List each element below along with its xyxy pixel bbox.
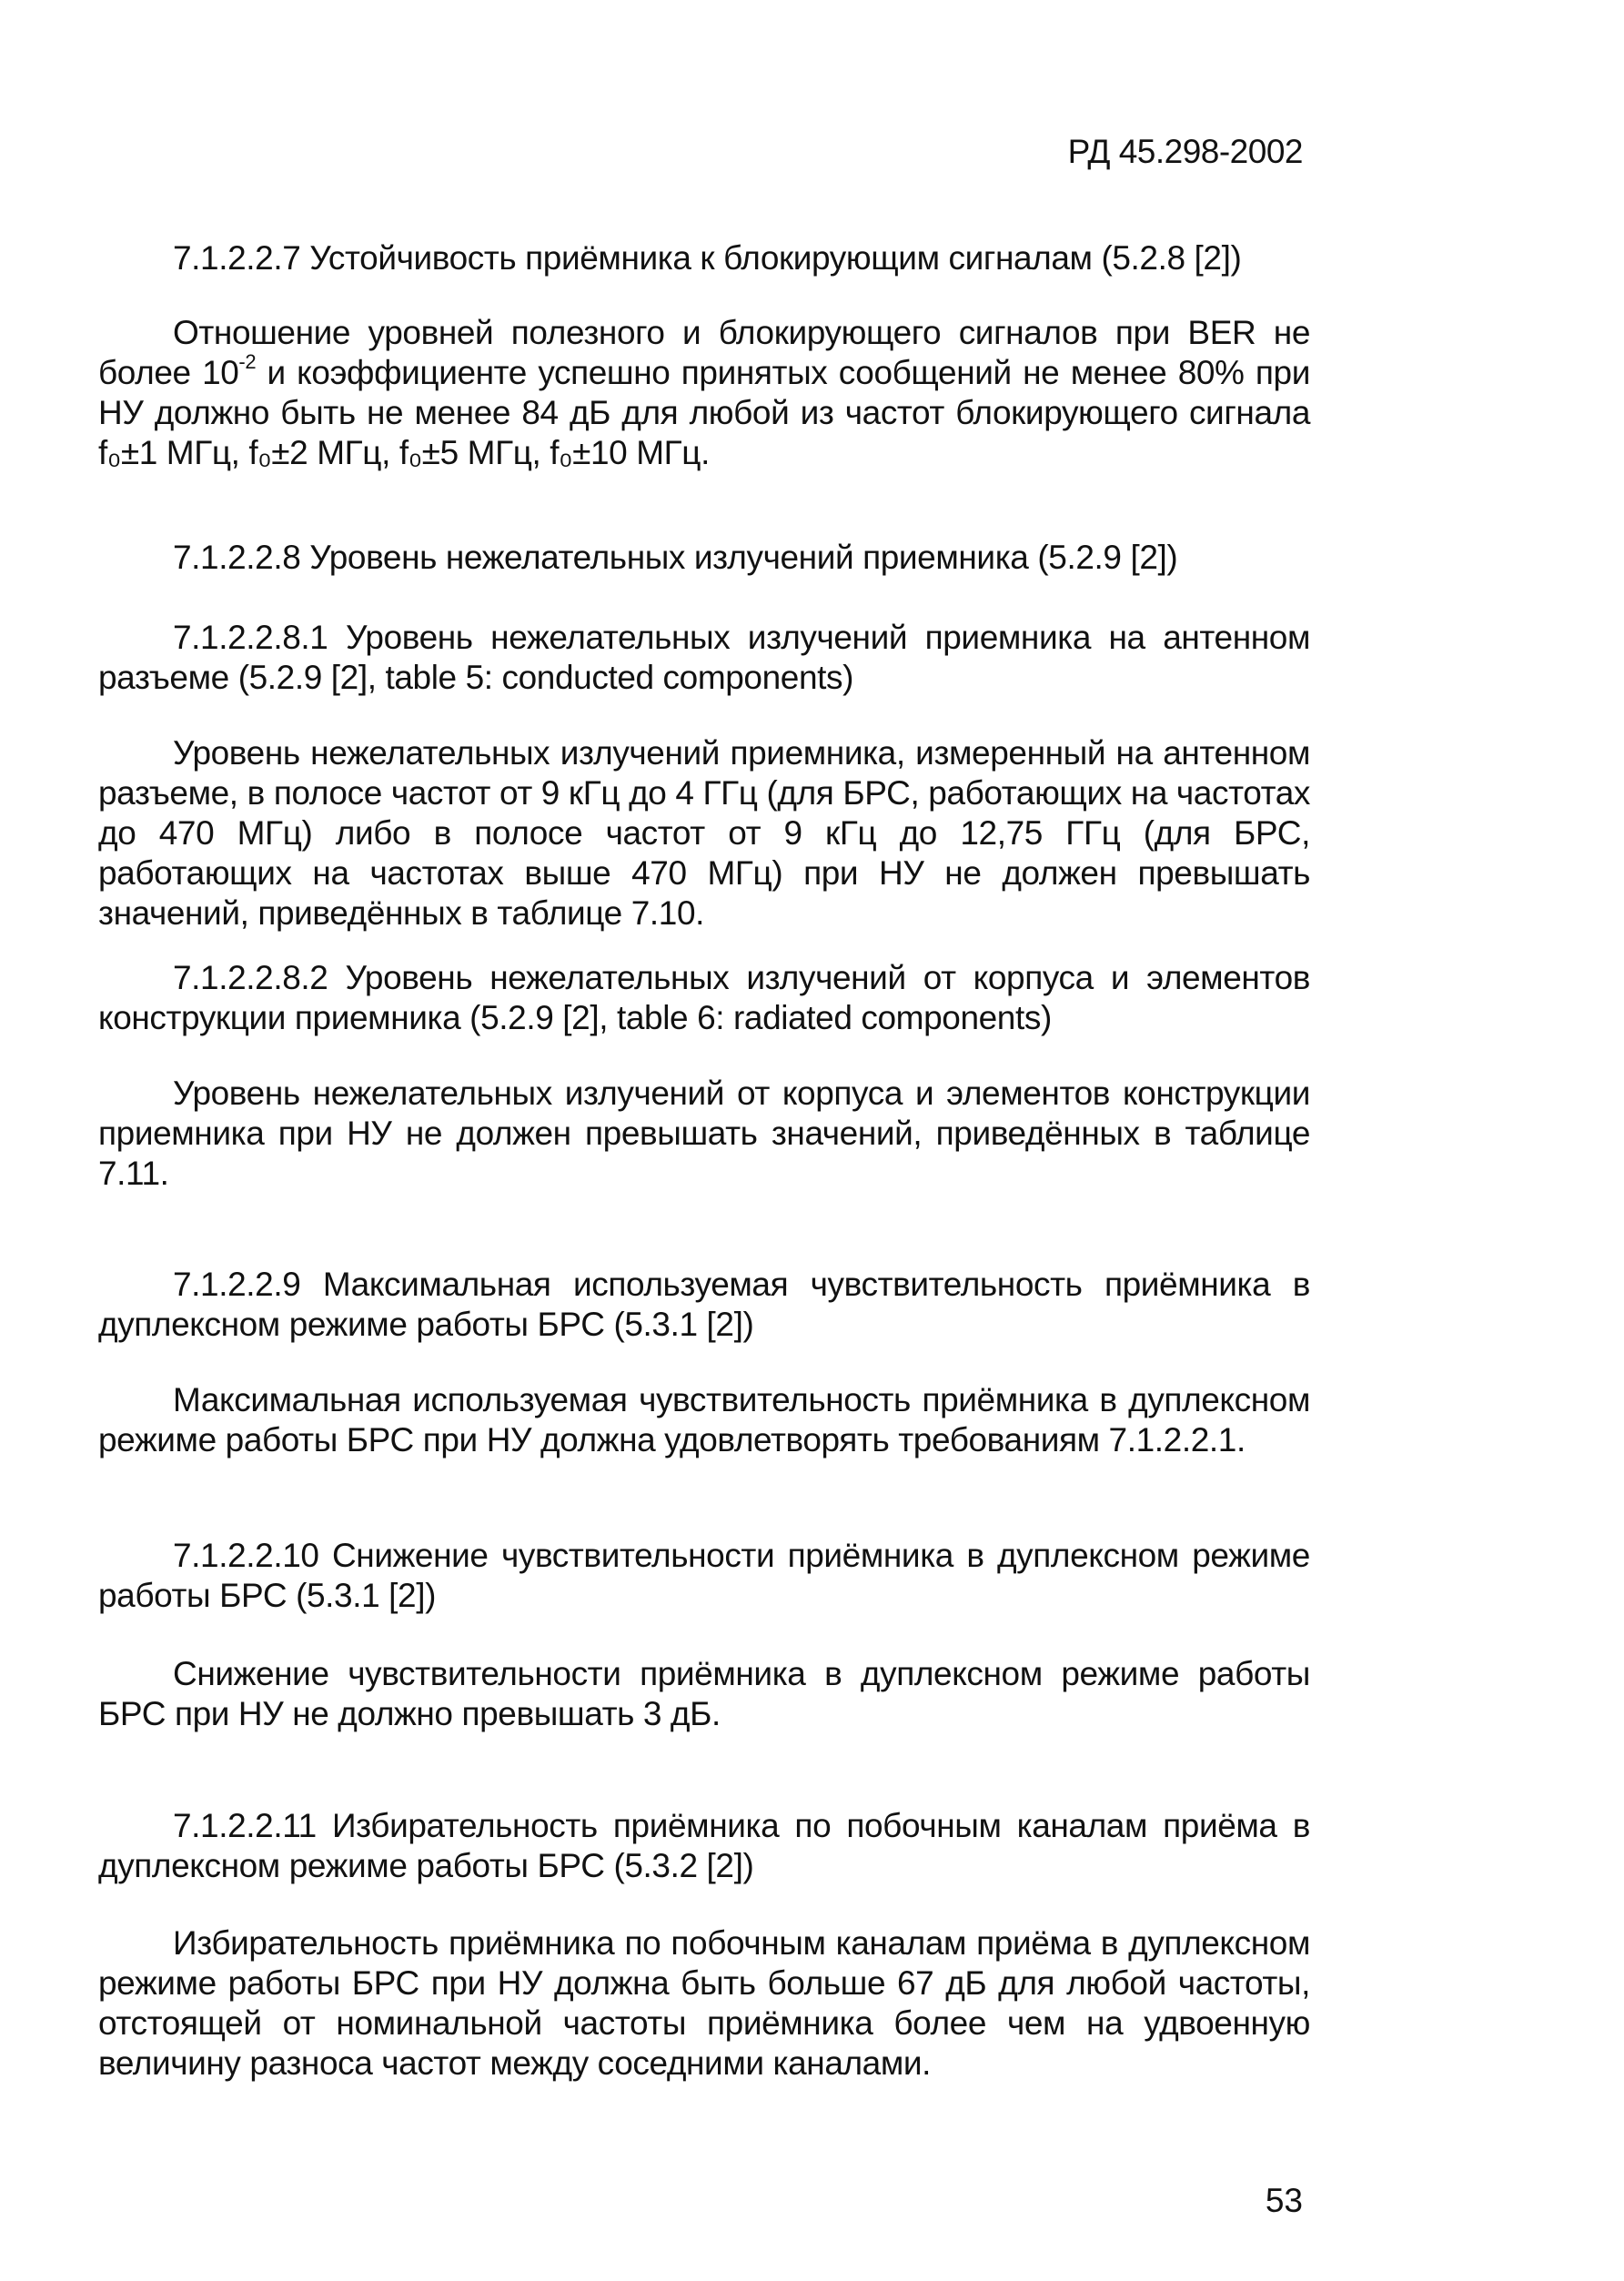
section-body-7-1-2-2-8-1: Уровень нежелательных излучений приемника, измеренный на антенном разъеме, в полосе частот от 9 кГц до 4 ГГц (для БРС, работающих на частотах до 470 МГц) либо в полосе частот от 9 кГц до 12,75 ГГц (для БРС, работающих на частотах выше 470 МГц) при НУ не должен превышать значений, приведённых в таблице 7.10. [98, 734, 1310, 932]
exponent: -2 [238, 349, 257, 373]
section-heading-7-1-2-2-8-1: 7.1.2.2.8.1 Уровень нежелательных излучений приемника на антенном разъеме (5.2.9 [2], table 5: conducted components) [98, 619, 1310, 696]
section-heading-7-1-2-2-10: 7.1.2.2.10 Снижение чувствительности приёмника в дуплексном режиме работы БРС (5.3.1 [2]) [98, 1537, 1310, 1614]
section-heading-7-1-2-2-11: 7.1.2.2.11 Избирательность приёмника по побочным каналам приёма в дуплексном режиме работы БРС (5.3.2 [2]) [98, 1807, 1310, 1884]
section-body-7-1-2-2-8-2: Уровень нежелательных излучений от корпуса и элементов конструкции приемника при НУ не должен превышать значений, приведённых в таблице 7.11. [98, 1075, 1310, 1192]
frequency-item: f₀±5 МГц [398, 434, 532, 471]
section-body-7-1-2-2-9: Максимальная используемая чувствительность приёмника в дуплексном режиме работы БРС при НУ должна удовлетворять требованиям 7.1.2.2.1. [98, 1381, 1310, 1458]
frequency-item: f₀±2 МГц [248, 434, 382, 471]
frequency-item: f₀±10 МГц. [550, 434, 710, 471]
document-code: РД 45.298-2002 [1067, 133, 1303, 170]
section-body-7-1-2-2-10: Снижение чувствительности приёмника в дуплексном режиме работы БРС при НУ не должно превышать 3 дБ. [98, 1655, 1310, 1732]
frequency-item: f₀±1 МГц [98, 434, 231, 471]
body-text-part-1: Отношение уровней полезного и блокирующего сигналов при BER не более 10 [98, 314, 1310, 391]
page-number: 53 [1265, 2182, 1303, 2219]
section-heading-7-1-2-2-8-2: 7.1.2.2.8.2 Уровень нежелательных излучений от корпуса и элементов конструкции приемника (5.2.9 [2], table 6: radiated components) [98, 959, 1310, 1036]
section-body-7-1-2-2-11: Избирательность приёмника по побочным каналам приёма в дуплексном режиме работы БРС при НУ должна быть больше 67 дБ для любой частоты, отстоящей от номинальной частоты приёмника более чем на удвоенную величину разноса частот между соседними каналами. [98, 1924, 1310, 2082]
section-heading-7-1-2-2-9: 7.1.2.2.9 Максимальная используемая чувствительность приёмника в дуплексном режиме работы БРС (5.3.1 [2]) [98, 1266, 1310, 1343]
body-text-part-2: и коэффициенте успешно принятых сообщений не менее 80% при НУ должно быть не менее 84 дБ для любой из частот блокирующего сигнала [98, 354, 1310, 431]
section-body-7-1-2-2-7: Отношение уровней полезного и блокирующего сигналов при BER не более $10^{-2}$ и коэффициенте успешно принятых сообщений не менее 80% при НУ должно быть не менее 84 дБ для любой из частот блокирующего сигнала f₀±1 МГц, f₀±2 МГц, f₀±5 МГц, f₀±10 МГц. [98, 314, 1310, 471]
section-heading-7-1-2-2-7: 7.1.2.2.7 Устойчивость приёмника к блокирующим сигналам (5.2.8 [2]) [173, 239, 1242, 277]
section-heading-7-1-2-2-8: 7.1.2.2.8 Уровень нежелательных излучений приемника (5.2.9 [2]) [173, 539, 1178, 576]
